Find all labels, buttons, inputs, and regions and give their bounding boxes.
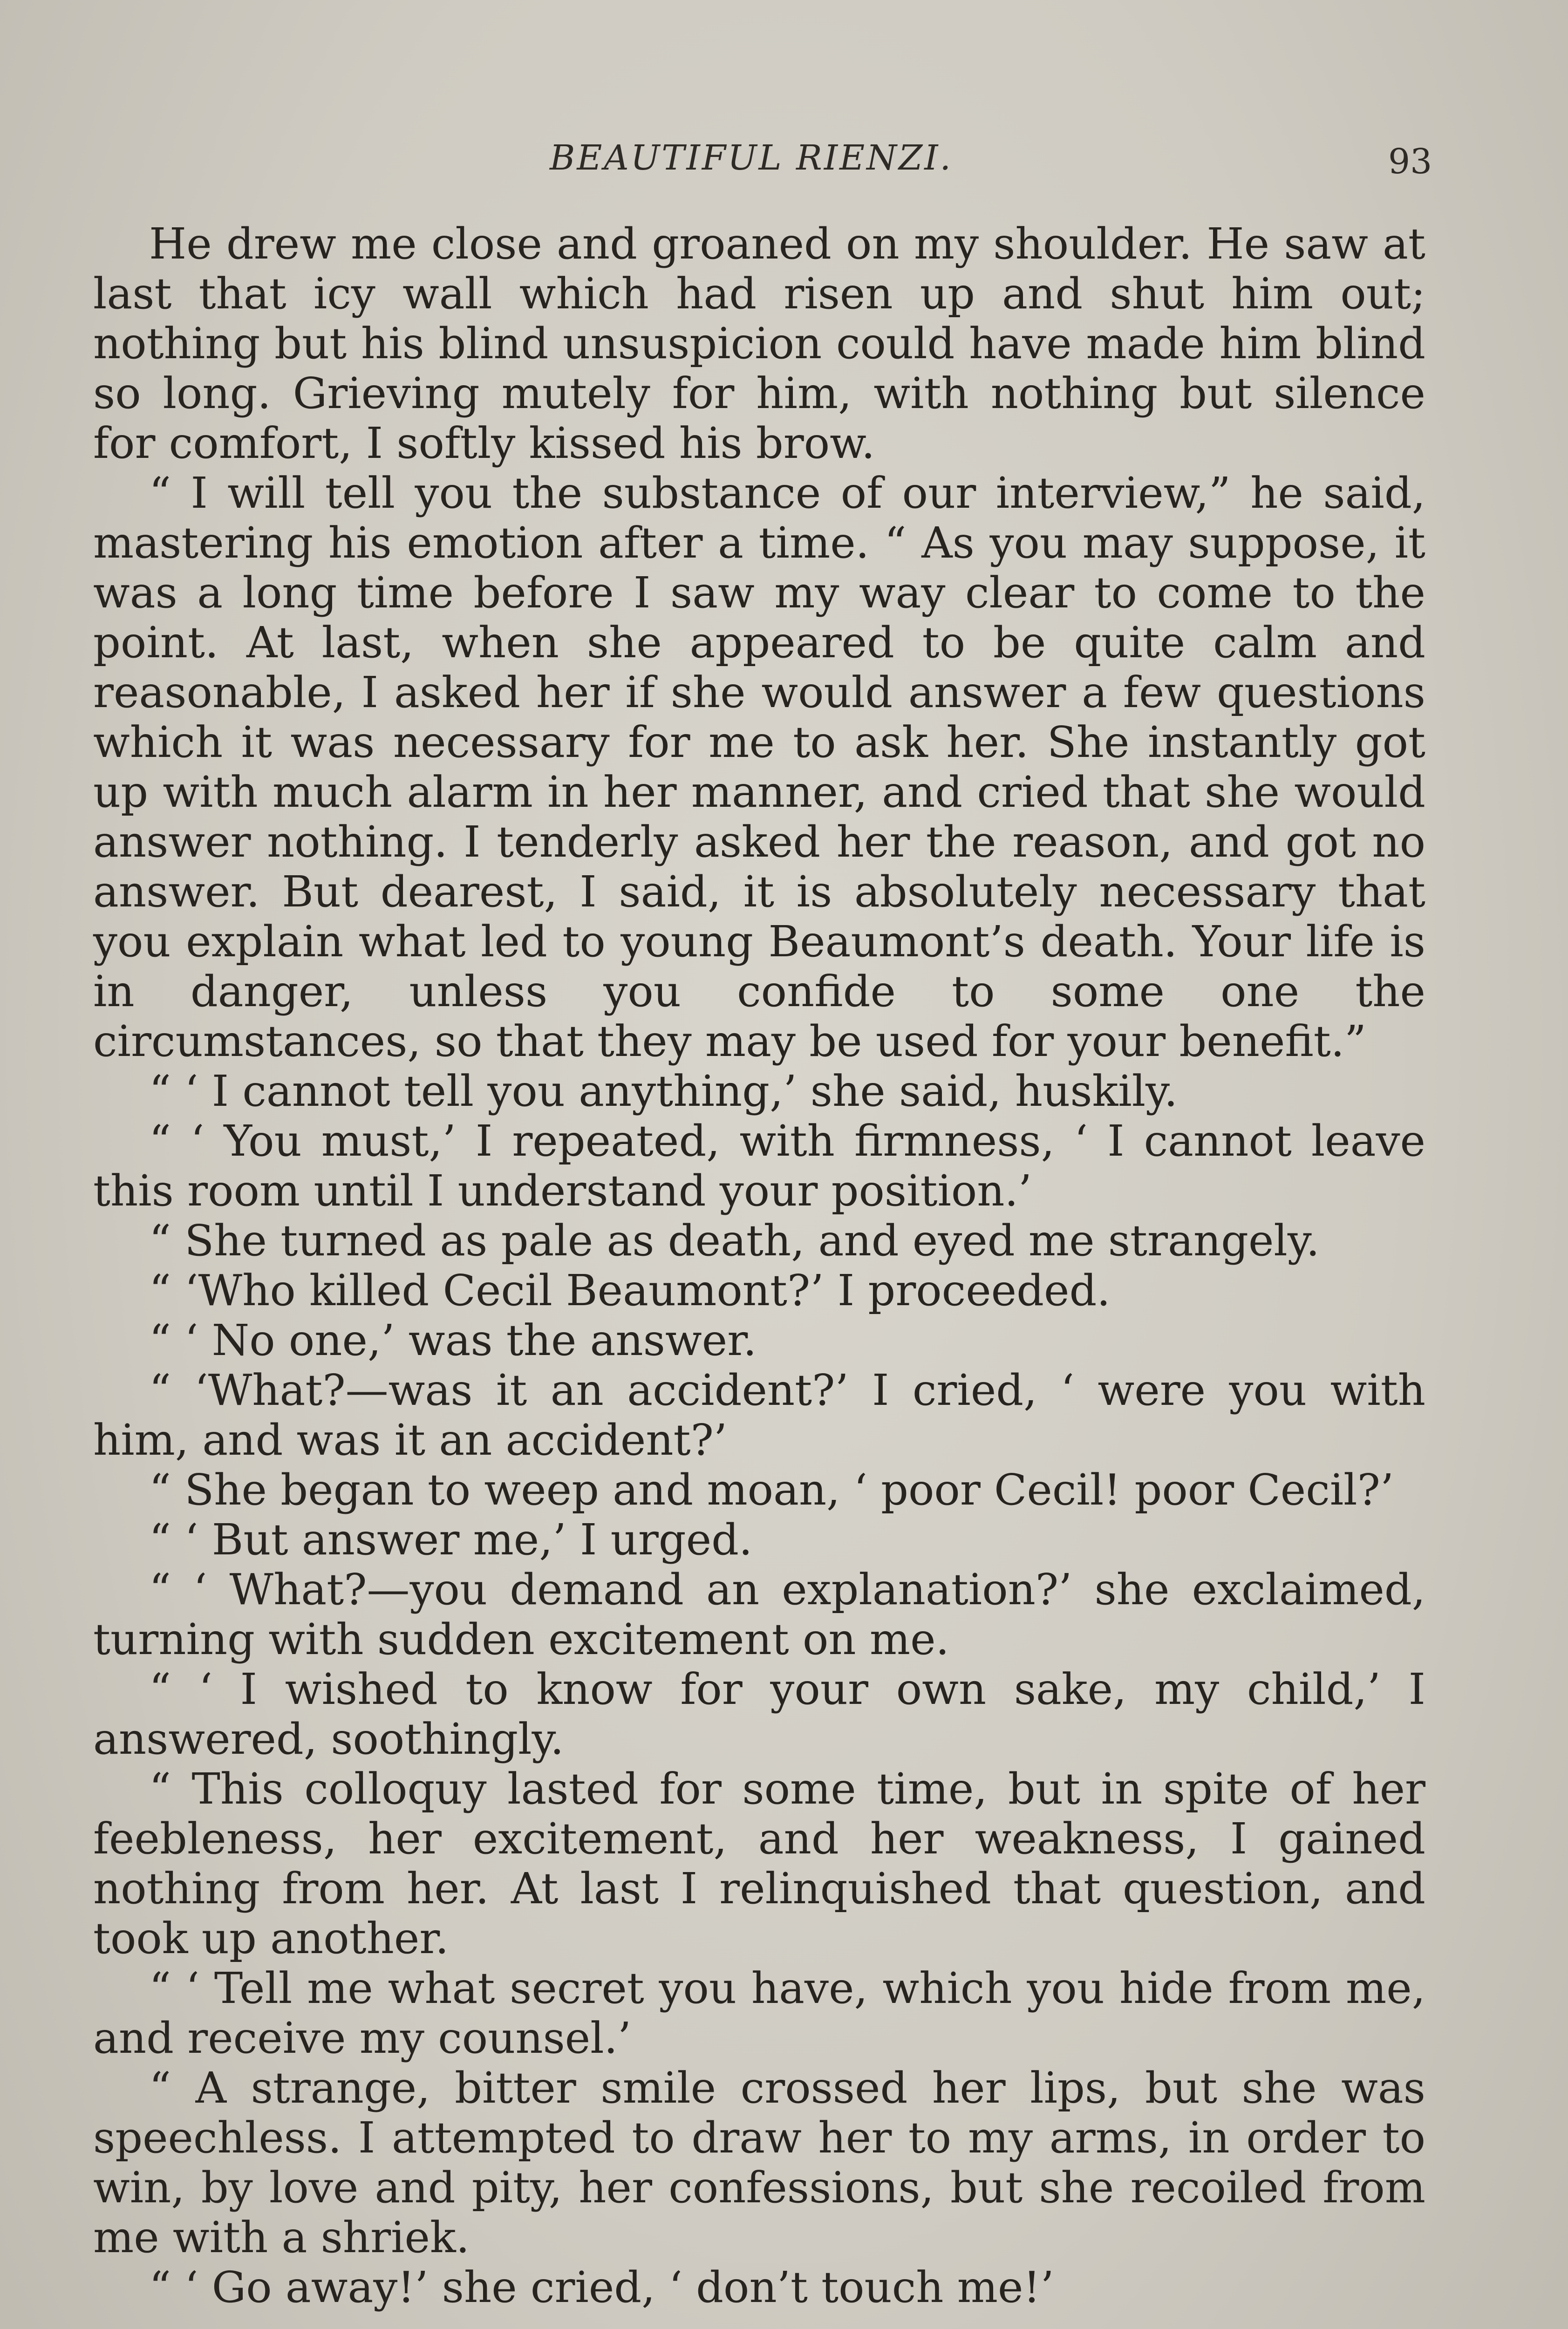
page-number: 93: [1388, 142, 1432, 182]
paragraph: “ She began to weep and moan, ‘ poor Cecil! poor Cecil?’: [149, 1465, 1394, 1515]
page-body: [93, 219, 1425, 2312]
paragraph: “ ‘What?—was it an accident?’ I cried, ‘ were you with him, and was it an accident?’: [93, 1365, 1425, 1465]
running-title: BEAUTIFUL RIENZI.: [550, 138, 953, 178]
paragraph: “ ‘ What?—you demand an explanation?’ she exclaimed, turning with sudden excitement on me.: [93, 1565, 1425, 1664]
paragraph: “ ‘ I wished to know for your own sake, my child,’ I answered, soothingly.: [93, 1664, 1425, 1764]
paragraph: “ This colloquy lasted for some time, but in spite of her feebleness, her excitement, and her weakness, I gained nothing from her. At last I relinquished that question, and took up another.: [93, 1764, 1425, 1963]
paragraph: “ ‘ But answer me,’ I urged.: [149, 1515, 753, 1565]
paragraph: “ A strange, bitter smile crossed her lips, but she was speechless. I attempted to draw her to my arms, in order to win, by love and pity, her confessions, but she recoiled from me with a shriek.: [93, 2063, 1425, 2262]
paragraph: “ ‘ Tell me what secret you have, which you hide from me, and receive my counsel.’: [93, 1963, 1425, 2063]
paragraph: “ She turned as pale as death, and eyed me strangely.: [149, 1216, 1320, 1266]
paragraph: “ I will tell you the substance of our interview,” he said, mastering his emotion after a time. “ As you may suppose, it was a long time before I saw my way clear to come to the point. At last, when she appeared to be quite calm and reasonable, I asked her if she would answer a few questions which it was necessary for me to ask her. She instantly got up with much alarm in her manner, and cried that she would answer nothing. I tenderly asked her the reason, and got no answer. But dearest, I said, it is absolutely necessary that you explain what led to young Beaumont’s death. Your life is in danger, unless you confide to some one the circumstances, so that they may be used for your benefit.”: [93, 468, 1425, 1066]
paragraph: “ ‘ You must,’ I repeated, with firmness, ‘ I cannot leave this room until I understand your position.’: [93, 1116, 1425, 1216]
paragraph: “ ‘ Go away!’ she cried, ‘ don’t touch me!’: [149, 2262, 1054, 2312]
paragraph: “ ‘ I cannot tell you anything,’ she said, huskily.: [149, 1066, 1178, 1116]
paragraph: “ ‘Who killed Cecil Beaumont?’ I proceeded.: [149, 1266, 1111, 1315]
paragraph: He drew me close and groaned on my shoulder. He saw at last that icy wall which had risen up and shut him out; nothing but his blind unsuspicion could have made him blind so long. Grieving mutely for him, with nothing but silence for comfort, I softly kissed his brow.: [93, 219, 1425, 468]
paragraph: “ ‘ No one,’ was the answer.: [149, 1315, 757, 1365]
